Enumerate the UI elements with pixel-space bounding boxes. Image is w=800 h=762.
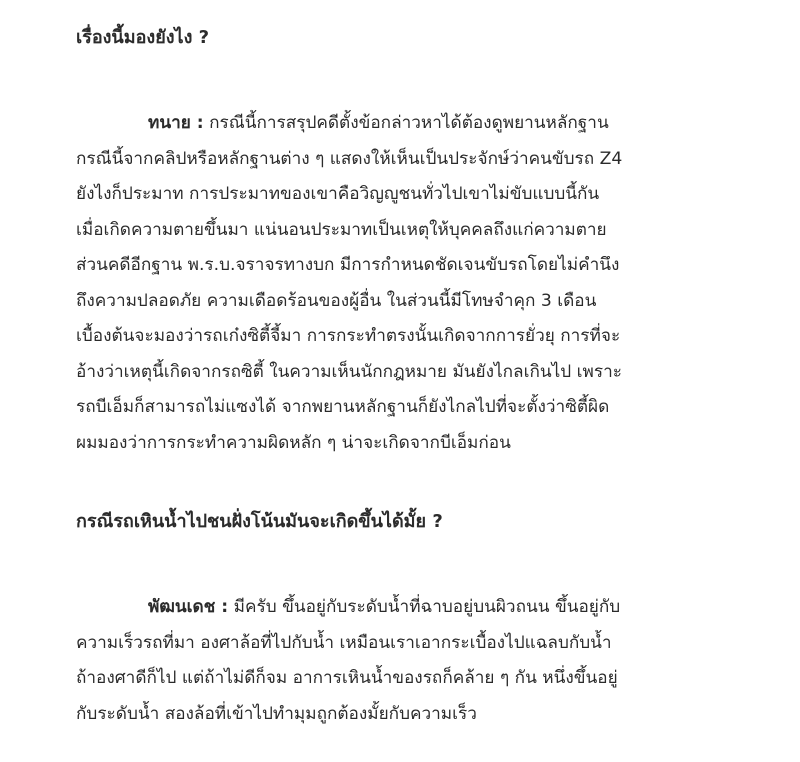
- answer-line: ถึงความปลอดภัย ความเดือดร้อนของผู้อื่น ในส่วนนี้มีโทษจำคุก 3 เดือน: [76, 290, 597, 311]
- answer-line: [76, 590, 736, 626]
- answer-paragraph-1: [76, 106, 736, 461]
- answer-paragraph-2: [76, 590, 736, 732]
- answer-line: รถบีเอ็มก็สามารถไม่แซงได้ จากพยานหลักฐานก็ยังไกลไปที่จะตั้งว่าซิตี้ผิด: [76, 397, 610, 417]
- answer-line: เมื่อเกิดความตายขึ้นมา แน่นอนประมาทเป็นเหตุให้บุคคลถึงแก่ความตาย: [76, 219, 607, 240]
- answer-text: มีครับ ขึ้นอยู่กับระดับน้ำที่ฉาบอยู่บนผิวถนน ขึ้นอยู่กับ: [228, 597, 621, 617]
- answer-line: ถ้าองศาดีก็ไป แต่ถ้าไม่ดีก็จม อาการเหินน้ำของรถก็คล้าย ๆ กัน หนึ่งขึ้นอยู่: [76, 668, 618, 688]
- answer-line: ผมมองว่าการกระทำความผิดหลัก ๆ น่าจะเกิดจากบีเอ็มก่อน: [76, 432, 511, 453]
- answer-text: กรณีนี้การสรุปคดีตั้งข้อกล่าวหาได้ต้องดูพยานหลักฐาน: [203, 113, 609, 133]
- answer-line: [76, 106, 736, 142]
- speaker-name: พัฒนเดช :: [148, 597, 229, 617]
- answer-line: กรณีนี้จากคลิปหรือหลักฐานต่าง ๆ แสดงให้เห็นเป็นประจักษ์ว่าคนขับรถ Z4: [76, 148, 623, 169]
- question-heading-2: กรณีรถเหินน้ำไปชนฝั่งโน้นมันจะเกิดขึ้นได้มั้ย ?: [76, 511, 443, 532]
- answer-line: ความเร็วรถที่มา องศาล้อที่ไปกับน้ำ เหมือนเราเอากระเบื้องไปแฉลบกับน้ำ: [76, 632, 612, 653]
- question-heading-1: เรื่องนี้มองยังไง ?: [76, 27, 210, 48]
- answer-line: กับระดับน้ำ สองล้อที่เข้าไปทำมุมถูกต้องมั้ยกับความเร็ว: [76, 703, 477, 724]
- answer-line: อ้างว่าเหตุนี้เกิดจากรถซิตี้ ในความเห็นนักกฎหมาย มันยังไกลเกินไป เพราะ: [76, 361, 622, 382]
- answer-line: ส่วนคดีอีกฐาน พ.ร.บ.จราจรทางบก มีการกำหนดชัดเจนขับรถโดยไม่คำนึง: [76, 255, 620, 275]
- answer-line: ยังไงก็ประมาท การประมาทของเขาคือวิญญูชนทั่วไปเขาไม่ขับแบบนี้กัน: [76, 184, 600, 204]
- answer-line: เบื้องต้นจะมองว่ารถเก๋งซิตี้จี้มา การกระทำตรงนั้นเกิดจากการยั่วยุ การที่จะ: [76, 326, 621, 346]
- speaker-name: ทนาย :: [148, 113, 204, 133]
